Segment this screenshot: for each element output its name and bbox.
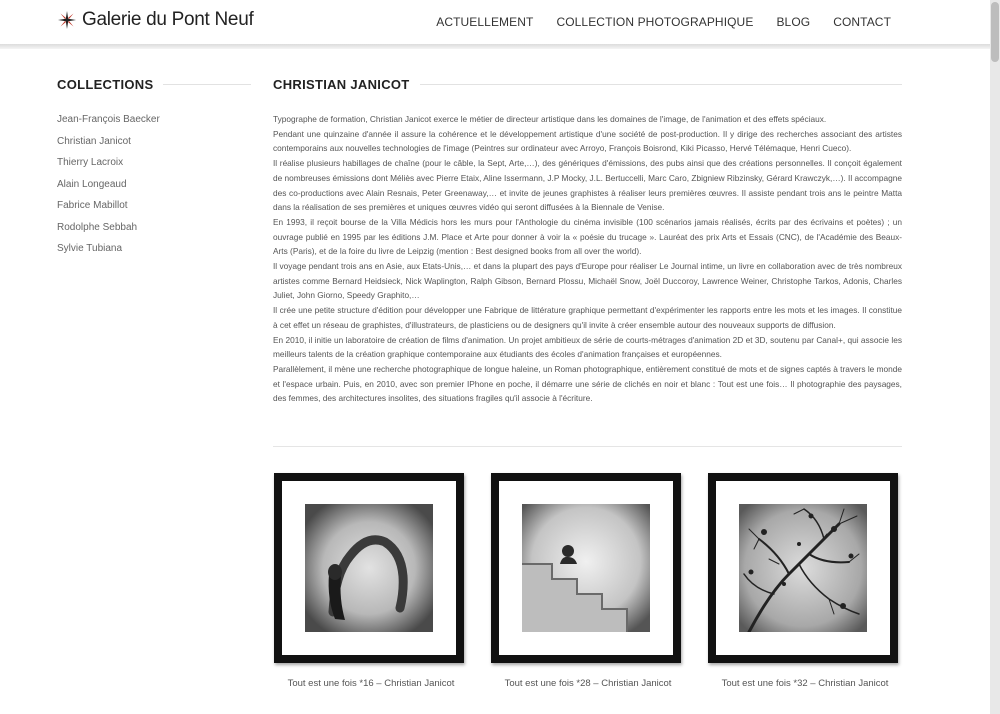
scrollbar-thumb[interactable] (991, 2, 999, 62)
sidebar-item-longeaud[interactable]: Alain Longeaud (57, 178, 127, 190)
artwork-caption: Tout est une fois *32 – Christian Janicot (721, 678, 889, 689)
site-name: Galerie du Pont Neuf (82, 9, 254, 30)
bio-paragraph: Typographe de formation, Christian Janicot exerce le métier de directeur artistique dans les domaines de l'image, de l'animation et des effets spéciaux. (273, 114, 827, 124)
content-divider (273, 446, 902, 447)
sidebar-item-lacroix[interactable]: Thierry Lacroix (57, 157, 124, 168)
sidebar-item-sebbah[interactable]: Rodolphe Sebbah (57, 221, 138, 233)
bio-paragraph: Il voyage pendant trois ans en Asie, aux Etats-Unis,… et dans la plupart des pays d'Europe pour réaliser Le Journal intime, un livre en collaboration avec de très nombreux artistes comme Bernard Heidsieck, Nick Waplington, Ralph Gibson, Bernard Plossu, Michaël Snow, Joël Duccoroy, Lawrence Weiner, Christophe Tarkos, Adonis, Charles Juliet, John Giorno, Speedy Graphito,… (273, 261, 902, 301)
heading-divider (163, 84, 251, 85)
artist-name-heading: CHRISTIAN JANICOT (273, 77, 410, 92)
artwork-frame-28[interactable] (491, 473, 681, 663)
bio-paragraph: En 2010, il initie un laboratoire de création de films d'animation. Un projet ambitieux de série de courts-métrages d'animation 2D et 3D, soutenu par Canal+, qui associe les meilleurs talents de la création graphique contemporaine aux étudiants des écoles d'animation françaises et européennes. (273, 334, 902, 360)
site-header (0, 0, 990, 44)
nav-item-blog[interactable]: BLOG (776, 15, 811, 29)
artwork-photo-stairs[interactable] (522, 504, 650, 632)
bio-paragraph: Pendant une quinzaine d'année il assure la cohérence et le développement artistique d'une société de post-production. Il y dirige des recherches associant des artistes contemporains aux nouvelles technologies de l'image (Peintres sur ordinateur avec Arroyo, François Boisrond, Kiki Picasso, Hervé Télémaque, Henri Cueco). (273, 128, 902, 154)
sidebar-item-baecker[interactable]: Jean-François Baecker (57, 114, 160, 125)
sidebar-heading: COLLECTIONS (57, 77, 154, 92)
bio-paragraph: Il crée une petite structure d'édition pour développer une Fabrique de littérature graphique permettant d'expérimenter les rapports entre les mots et les images. Il constitue à cet effet un réseau de graphistes, d'illustrateurs, de plasticiens ou de designers qu'il invite à créer ensemble autour des nouveaux supports de diffusion. (273, 305, 902, 330)
bio-paragraph: Il réalise plusieurs habillages de chaîne (pour le câble, la Sept, Arte,…), des génériques d'émissions, des pubs ainsi que des créations personnelles. Il conçoit également de nombreuses émissions dont Méliès avec Pierre Etaix, Aline Issermann, J.P Mocky, J.L. Bertuccelli, Marc Caro, Zbigniew Ribzinsky, Gérard Krawczyk,…). Il accompagne des co-productions avec Alain Resnais, Peter Greenaway,… et invite de jeunes graphistes à réaliser leurs premières œuvres. Il assiste pendant trois ans le peintre Matta dans la réalisation de ses premières et uniques œuvres vidéo qui seront diffusées à la Biennale de Venise. (273, 158, 902, 213)
artwork-frame-16[interactable] (274, 473, 464, 663)
artwork-mat (282, 481, 456, 655)
heading-divider (420, 84, 902, 85)
artist-content (273, 77, 902, 406)
sidebar-item-mabillot[interactable]: Fabrice Mabillot (57, 200, 128, 211)
artwork-mat (499, 481, 673, 655)
main-nav (413, 15, 891, 29)
collections-sidebar (57, 77, 251, 265)
site-logo[interactable] (58, 9, 253, 31)
starburst-logo-icon (58, 11, 76, 29)
artwork-photo-tree[interactable] (739, 504, 867, 632)
sidebar-heading-row (57, 77, 251, 92)
artwork-photo-backbend[interactable] (305, 504, 433, 632)
artist-heading-row (273, 77, 902, 92)
sidebar-item-tubiana[interactable]: Sylvie Tubiana (57, 243, 123, 254)
artwork-mat (716, 481, 890, 655)
artwork-frame-32[interactable] (708, 473, 898, 663)
bio-paragraph: En 1993, il reçoit bourse de la Villa Médicis hors les murs pour l'Anthologie du cinéma invisible (100 scénarios jamais réalisés, écrits par des écrivains et poètes) ; un ouvrage publié en 1995 par les éditions J.M. Place et Arte pour donner à voir la « poésie du trucage ». Lauréat des prix Arts et Essais (CNC), de l'Académie des Beaux-Arts (Paris), et de la foire du livre de Leipzig (mention : Best designed books from all over the world). (273, 216, 902, 257)
nav-item-actuellement[interactable]: ACTUELLEMENT (436, 15, 534, 29)
artist-biography (273, 112, 902, 406)
nav-item-collection-photographique[interactable]: COLLECTION PHOTOGRAPHIQUE (556, 15, 754, 29)
artwork-caption: Tout est une fois *28 – Christian Janicot (504, 678, 672, 689)
nav-item-contact[interactable]: CONTACT (833, 15, 891, 29)
bio-paragraph: Parallèlement, il mène une recherche photographique de longue haleine, un Roman photographique, entièrement constitué de mots et de signes captés à travers le monde et l'espace urbain. Puis, en 2010, avec son premier IPhone en poche, il démarre une série de clichés en noir et blanc : Tout est une fois… Il photographie des paysages, des femmes, des architectures insolites, des situations fragiles qu'il associe à l'écriture. (273, 363, 902, 404)
collections-list (57, 114, 251, 265)
sidebar-item-janicot[interactable]: Christian Janicot (57, 135, 131, 147)
artwork-caption: Tout est une fois *16 – Christian Janicot (287, 678, 455, 689)
header-shadow (0, 44, 990, 49)
page-scrollbar[interactable] (990, 0, 1000, 714)
